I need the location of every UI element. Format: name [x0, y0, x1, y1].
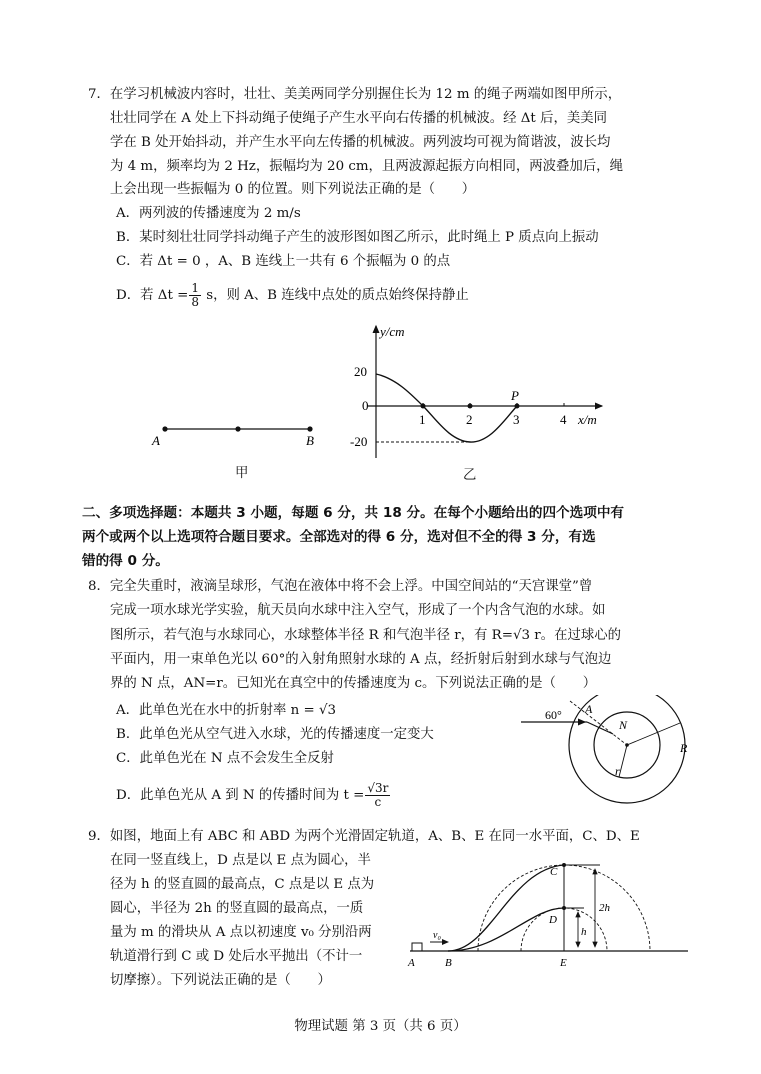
- q8-line-1: 8．完全失重时，液滴呈球形，气泡在液体中将不会上浮。中国空间站的“天宫课堂”曾: [88, 579, 593, 594]
- q7-line-2: 壮壮同学在 A 处上下抖动绳子使绳子产生水平向右传播的机械波。经 Δt 后，美美同: [110, 111, 608, 126]
- point-p-label: P: [511, 388, 519, 403]
- q9-line-1: 9．如图，地面上有 ABC 和 ABD 为两个光滑固定轨道，A、B、E 在同一水平面，C、D、E: [88, 829, 640, 844]
- wave-curve: [376, 374, 517, 442]
- radius-small: [619, 745, 627, 777]
- x-tick-2: 2: [466, 412, 473, 427]
- q8-line-5: 界的 N 点，AN=r。已知光在真空中的传播速度为 c。下列说法正确的是（ ）: [110, 676, 597, 691]
- point-n-label: N: [619, 718, 628, 732]
- point-a-label: A: [408, 957, 415, 969]
- point-c-label: C: [550, 866, 558, 878]
- section-2-line-3: 错的得 0 分。: [82, 553, 169, 569]
- q9-line-4: 圆心，半径为 2h 的竖直圆的最高点，一质: [110, 901, 364, 916]
- q8-line-4: 平面内，用一束单色光以 60°的入射角照射水球的 A 点，经折射后射到水球与气泡边: [110, 652, 612, 667]
- point-d-label: D: [549, 914, 557, 926]
- figure-yi-wave: [340, 318, 610, 468]
- q8-option-d-prefix: D．此单色光从 A 到 N 的传播时间为 t =: [116, 788, 365, 803]
- page-footer: 物理试题 第 3 页（共 6 页）: [294, 1019, 467, 1034]
- track-abc: [448, 865, 564, 951]
- slider-block: [412, 943, 422, 951]
- q7-option-d-prefix: D．若 Δt =: [116, 288, 189, 303]
- point-e-label: E: [560, 957, 567, 969]
- y-tick-minus-20: -20: [350, 434, 368, 449]
- q8-fraction-denominator: c: [374, 795, 382, 809]
- q8-option-c: C．此单色光在 N 点不会发生全反射: [116, 751, 334, 766]
- q8-option-a: A．此单色光在水中的折射率 n = √3: [116, 703, 337, 718]
- q7-option-c: C．若 Δt = 0 ，A、B 连线上一共有 6 个振幅为 0 的点: [116, 254, 451, 269]
- x-tick-4: 4: [560, 412, 567, 427]
- q9-line-6: 轨道滑行到 C 或 D 处后水平抛出（不计一: [110, 949, 363, 964]
- x-tick-3: 3: [513, 412, 520, 427]
- label-a: A: [152, 433, 160, 448]
- radius-r-small-label: r: [615, 764, 620, 778]
- q7-option-a: A．两列波的传播速度为 2 m/s: [116, 206, 301, 221]
- angle-label: 60°: [545, 708, 562, 722]
- q7-option-d-fraction: [189, 282, 201, 309]
- rope-end-a: [162, 426, 167, 431]
- q9-line-3: 径为 h 的竖直圆的最高点，C 点是以 E 点为: [110, 877, 375, 892]
- label-b: B: [306, 433, 314, 448]
- track-abd: [448, 908, 564, 951]
- q7-line-1: 7．在学习机械波内容时，壮壮、美美两同学分别握住长为 12 m 的绳子两端如图甲所示，: [88, 87, 622, 102]
- section-2-line-2: 两个或两个以上选项符合题目要求。全部选对的得 6 分，选对但不全的得 3 分，有选: [82, 529, 596, 545]
- point-b-label: B: [445, 957, 452, 969]
- height-2h-label: 2h: [599, 902, 610, 914]
- q7-option-d-suffix: s，则 A、B 连线中点处的质点始终保持静止: [201, 288, 469, 303]
- q7-line-5: 上会出现一些振幅为 0 的位置。则下列说法正确的是（ ）: [110, 182, 476, 197]
- q7-fraction-denominator: 8: [191, 295, 199, 309]
- rope-end-b: [307, 426, 312, 431]
- q8-option-d-fraction: [365, 782, 390, 809]
- q8-line-3: 图所示，若气泡与水球同心，水球整体半径 R 和气泡半径 r，有 R=√3 r。在过球心的: [110, 628, 622, 643]
- rope-midpoint: [235, 426, 240, 431]
- radius-r-big-label: R: [680, 741, 688, 755]
- q8-line-2: 完成一项水球光学实验，航天员向水球中注入空气，形成了一个内含气泡的水球。如: [110, 603, 606, 618]
- q7-line-4: 为 4 m，频率均为 2 Hz，振幅均为 20 cm，且两波源起振方向相同，两波叠加后，绳: [110, 159, 623, 174]
- figure-water-ball: [515, 695, 715, 815]
- height-h-label: h: [581, 926, 587, 938]
- y-tick-0: 0: [362, 398, 369, 413]
- q7-line-3: 学在 B 处开始抖动，并产生水平向左传播的机械波。两列波均可视为简谐波，波长均: [110, 135, 611, 150]
- section-2-line-1: 二、多项选择题：本题共 3 小题，每题 6 分，共 18 分。在每个小题给出的四个选项中有: [82, 505, 625, 521]
- figure-tracks: [400, 855, 700, 970]
- q7-fraction-numerator: 1: [191, 281, 199, 295]
- q9-line-2: 在同一竖直线上，D 点是以 E 点为圆心，半: [110, 853, 371, 868]
- y-axis-label: y/cm: [380, 324, 405, 339]
- q8-option-d: [116, 782, 391, 809]
- q8-fraction-numerator: √3r: [367, 781, 389, 795]
- q9-line-5: 量为 m 的滑块从 A 点以初速度 v₀ 分别沿两: [110, 925, 372, 940]
- wave-point-2: [468, 404, 473, 409]
- q8-option-b: B．此单色光从空气进入水球，光的传播速度一定变大: [116, 727, 434, 742]
- y-tick-20: 20: [354, 364, 367, 379]
- v0-label: v₀: [433, 930, 441, 941]
- q9-line-7: 切摩擦）。下列说法正确的是（ ）: [110, 973, 331, 988]
- x-tick-1: 1: [419, 412, 426, 427]
- point-a-label: A: [585, 702, 593, 716]
- q7-option-d: [116, 282, 469, 309]
- caption-jia: 甲: [235, 466, 249, 481]
- q7-option-b: B．某时刻壮壮同学抖动绳子产生的波形图如图乙所示，此时绳上 P 质点向上振动: [116, 230, 599, 245]
- caption-yi: 乙: [463, 468, 477, 483]
- x-axis-label: x/m: [578, 412, 597, 427]
